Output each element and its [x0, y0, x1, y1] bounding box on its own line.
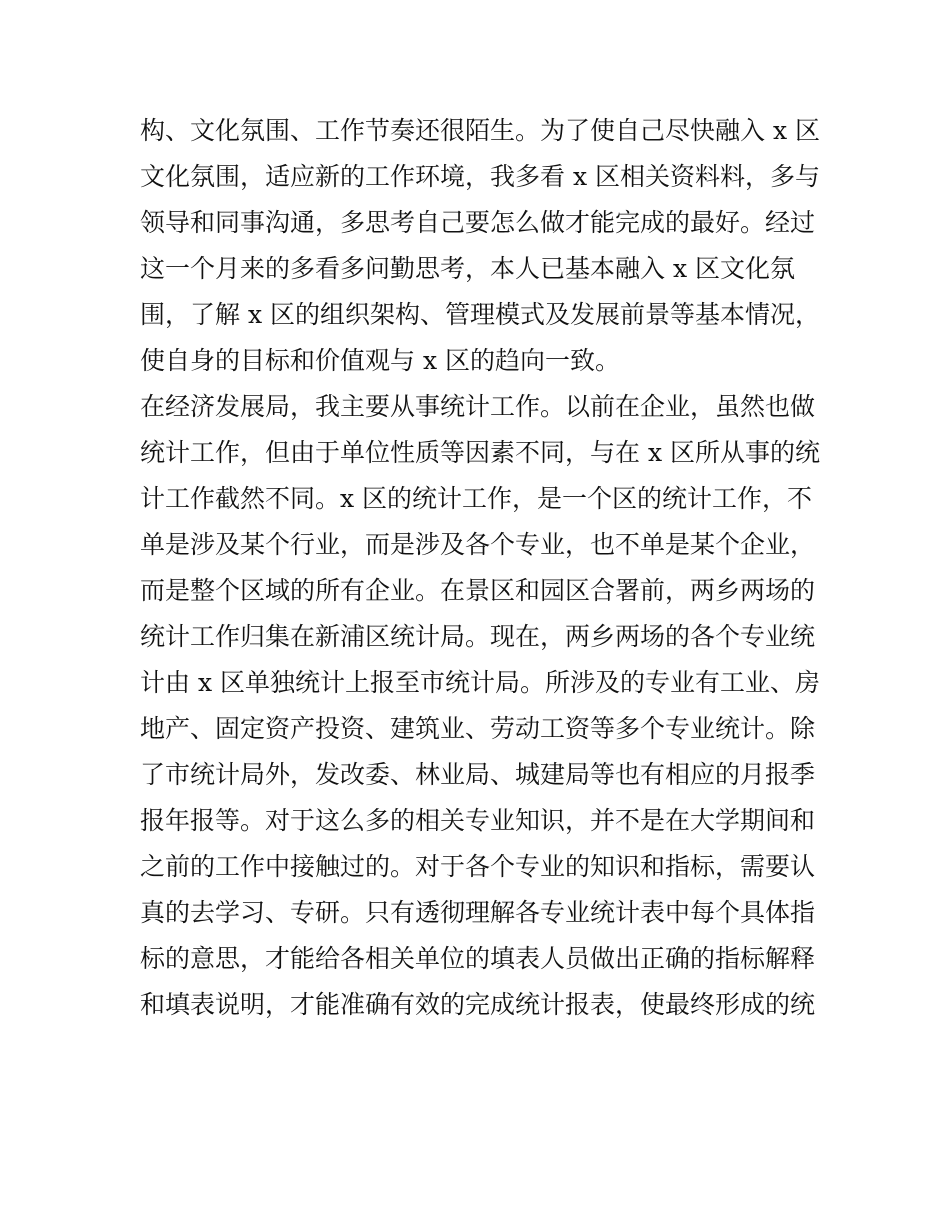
text-line: 单是涉及某个行业，而是涉及各个专业，也不单是某个企业， [140, 530, 816, 559]
text-line: 真的去学习、专研。只有透彻理解各专业统计表中每个具体指 [140, 898, 816, 927]
text-line: 统计工作，但由于单位性质等因素不同，与在 x 区所从事的统 [140, 438, 820, 467]
text-line: 计工作截然不同。x 区的统计工作，是一个区的统计工作，不 [140, 484, 813, 513]
text-line: 和填表说明，才能准确有效的完成统计报表，使最终形成的统 [140, 990, 816, 1019]
text-line: 构、文化氛围、工作节奏还很陌生。为了使自己尽快融入 x 区 [140, 116, 820, 145]
text-line: 了市统计局外，发改委、林业局、城建局等也有相应的月报季 [140, 760, 816, 789]
text-line: 计由 x 区单独统计上报至市统计局。所涉及的专业有工业、房 [140, 668, 820, 697]
text-line: 围，了解 x 区的组织架构、管理模式及发展前景等基本情况， [140, 300, 820, 329]
text-line: 领导和同事沟通，多思考自己要怎么做才能完成的最好。经过 [140, 208, 816, 237]
text-line: 地产、固定资产投资、建筑业、劳动工资等多个专业统计。除 [140, 714, 816, 743]
text-line: 标的意思，才能给各相关单位的填表人员做出正确的指标解释 [140, 944, 816, 973]
document-body [140, 108, 820, 1028]
text-line: 使自身的目标和价值观与 x 区的趋向一致。 [140, 346, 620, 375]
text-line: 统计工作归集在新浦区统计局。现在，两乡两场的各个专业统 [140, 622, 816, 651]
text-line: 这一个月来的多看多问勤思考，本人已基本融入 x 区文化氛 [140, 254, 795, 283]
text-line: 报年报等。对于这么多的相关专业知识，并不是在大学期间和 [140, 806, 816, 835]
text-line: 文化氛围，适应新的工作环境，我多看 x 区相关资料料，多与 [140, 162, 820, 191]
text-line: 在经济发展局，我主要从事统计工作。以前在企业，虽然也做 [140, 392, 816, 421]
text-line: 而是整个区域的所有企业。在景区和园区合署前，两乡两场的 [140, 576, 816, 605]
text-line: 之前的工作中接触过的。对于各个专业的知识和指标，需要认 [140, 852, 816, 881]
